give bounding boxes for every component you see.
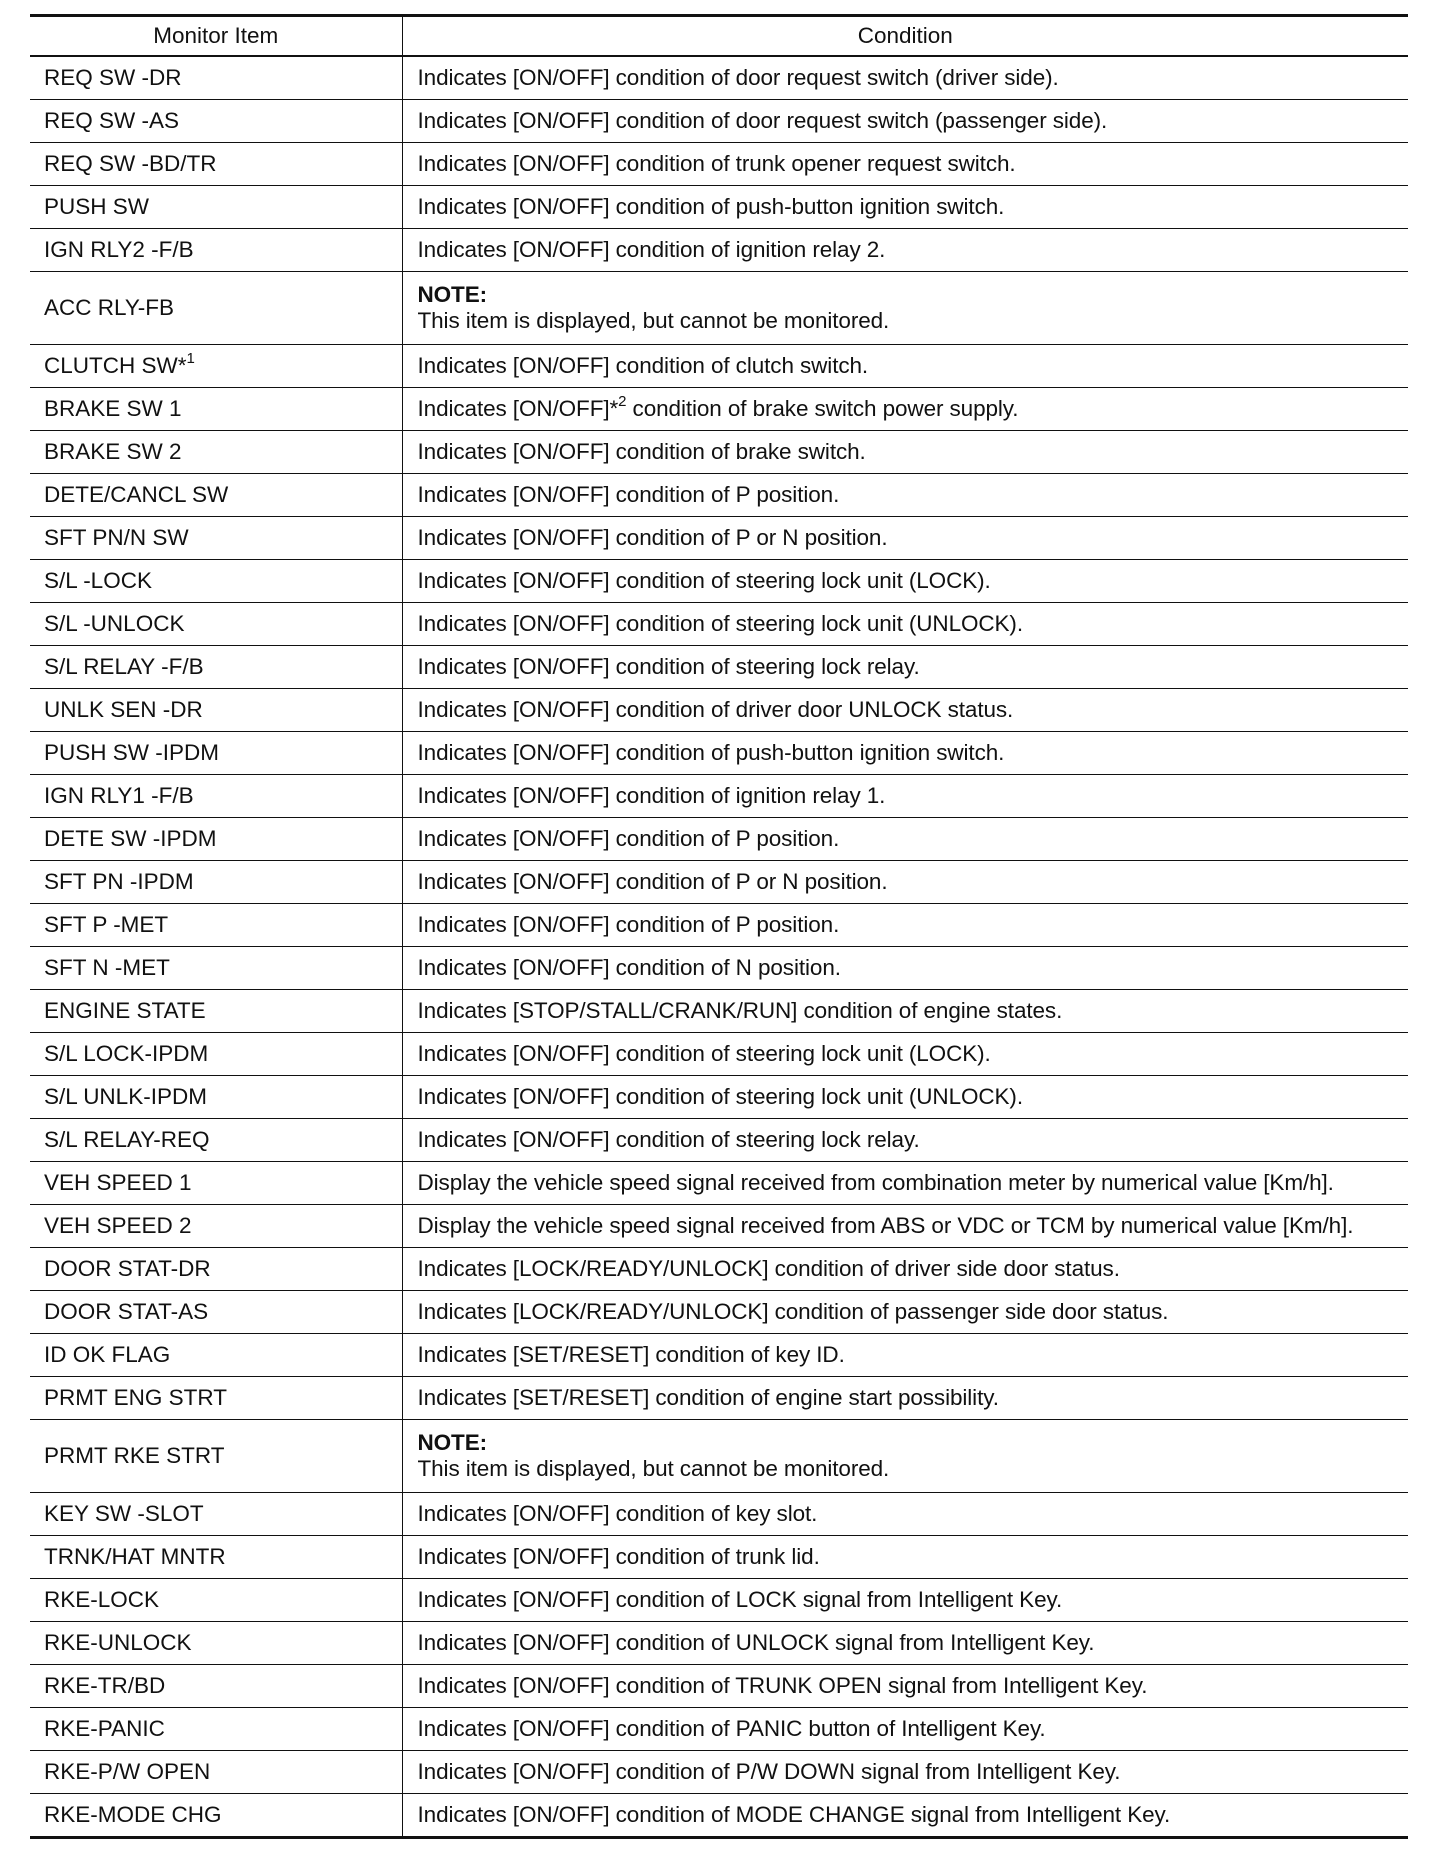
condition-text: Indicates [ON/OFF] condition of push-button ignition switch. bbox=[417, 194, 1005, 220]
table-row bbox=[30, 1622, 1408, 1665]
monitor-item-cell bbox=[30, 1708, 402, 1751]
monitor-item-cell bbox=[30, 1291, 402, 1334]
condition-text: Indicates [ON/OFF] condition of P or N position. bbox=[417, 869, 888, 895]
monitor-item-name: S/L RELAY-REQ bbox=[44, 1127, 210, 1153]
table-row bbox=[30, 1794, 1408, 1838]
condition-text: Indicates [ON/OFF] condition of P/W DOWN signal from Intelligent Key. bbox=[417, 1759, 1121, 1785]
monitor-item-cell bbox=[30, 947, 402, 990]
table-row bbox=[30, 272, 1408, 345]
monitor-item-cell bbox=[30, 1493, 402, 1536]
monitor-item-name: DOOR STAT-DR bbox=[44, 1256, 211, 1282]
monitor-item-cell bbox=[30, 1205, 402, 1248]
condition-text: condition of brake switch power supply. bbox=[626, 396, 1019, 422]
table-row bbox=[30, 474, 1408, 517]
condition-cell bbox=[402, 272, 1408, 345]
condition-text: Indicates [ON/OFF] condition of ignition relay 2. bbox=[417, 237, 886, 263]
table-row bbox=[30, 56, 1408, 100]
condition-text: Indicates [ON/OFF]* bbox=[417, 396, 619, 422]
monitor-item-cell bbox=[30, 56, 402, 100]
monitor-item-name: IGN RLY1 -F/B bbox=[44, 783, 194, 809]
monitor-item-name: ACC RLY-FB bbox=[44, 295, 175, 321]
monitor-item-name: PUSH SW bbox=[44, 194, 150, 220]
monitor-item-cell bbox=[30, 474, 402, 517]
table-row bbox=[30, 1493, 1408, 1536]
table-row bbox=[30, 1033, 1408, 1076]
table-row bbox=[30, 1205, 1408, 1248]
monitor-item-name: REQ SW -AS bbox=[44, 108, 180, 134]
monitor-item-cell bbox=[30, 143, 402, 186]
condition-text: Indicates [ON/OFF] condition of steering lock unit (LOCK). bbox=[417, 1041, 991, 1067]
condition-cell bbox=[402, 775, 1408, 818]
monitor-item-name: RKE-UNLOCK bbox=[44, 1630, 192, 1656]
table-row bbox=[30, 1076, 1408, 1119]
monitor-item-name: S/L -LOCK bbox=[44, 568, 152, 594]
condition-cell bbox=[402, 1665, 1408, 1708]
condition-text: Indicates [LOCK/READY/UNLOCK] condition of driver side door status. bbox=[417, 1256, 1120, 1282]
monitor-item-cell bbox=[30, 1794, 402, 1838]
monitor-item-name: VEH SPEED 2 bbox=[44, 1213, 192, 1239]
table-row bbox=[30, 388, 1408, 431]
table-row bbox=[30, 100, 1408, 143]
monitor-item-name: S/L RELAY -F/B bbox=[44, 654, 204, 680]
monitor-item-cell bbox=[30, 775, 402, 818]
monitor-item-name: SFT PN/N SW bbox=[44, 525, 189, 551]
table-row bbox=[30, 431, 1408, 474]
column-header-monitor-item: Monitor Item bbox=[30, 16, 402, 57]
condition-cell bbox=[402, 818, 1408, 861]
condition-cell bbox=[402, 1334, 1408, 1377]
condition-text: Indicates [ON/OFF] condition of brake switch. bbox=[417, 439, 866, 465]
table-row bbox=[30, 345, 1408, 388]
table-body bbox=[30, 56, 1408, 1838]
condition-text: Display the vehicle speed signal received from ABS or VDC or TCM by numerical value [Km/h]. bbox=[417, 1213, 1354, 1239]
monitor-item-name: DOOR STAT-AS bbox=[44, 1299, 209, 1325]
condition-cell bbox=[402, 904, 1408, 947]
condition-cell bbox=[402, 1708, 1408, 1751]
table-row bbox=[30, 1248, 1408, 1291]
monitor-item-cell bbox=[30, 1076, 402, 1119]
condition-cell bbox=[402, 100, 1408, 143]
condition-text: Indicates [ON/OFF] condition of UNLOCK signal from Intelligent Key. bbox=[417, 1630, 1095, 1656]
table-row bbox=[30, 689, 1408, 732]
monitor-item-name: ENGINE STATE bbox=[44, 998, 206, 1024]
monitor-item-name: UNLK SEN -DR bbox=[44, 697, 203, 723]
table-row bbox=[30, 1377, 1408, 1420]
monitor-item-name: SFT N -MET bbox=[44, 955, 170, 981]
condition-cell bbox=[402, 229, 1408, 272]
condition-cell bbox=[402, 947, 1408, 990]
condition-cell bbox=[402, 732, 1408, 775]
condition-cell bbox=[402, 1751, 1408, 1794]
monitor-item-cell bbox=[30, 345, 402, 388]
monitor-item-name: CLUTCH SW* bbox=[44, 353, 187, 379]
condition-cell bbox=[402, 1493, 1408, 1536]
monitor-item-name: VEH SPEED 1 bbox=[44, 1170, 192, 1196]
table-row bbox=[30, 775, 1408, 818]
condition-cell bbox=[402, 603, 1408, 646]
table-row bbox=[30, 1579, 1408, 1622]
monitor-item-cell bbox=[30, 1119, 402, 1162]
condition-cell bbox=[402, 1076, 1408, 1119]
table-row bbox=[30, 186, 1408, 229]
condition-cell bbox=[402, 143, 1408, 186]
table-row bbox=[30, 1751, 1408, 1794]
condition-text: Indicates [ON/OFF] condition of ignition relay 1. bbox=[417, 783, 886, 809]
footnote-marker: 1 bbox=[186, 349, 195, 367]
condition-text: Indicates [SET/RESET] condition of key ID. bbox=[417, 1342, 845, 1368]
monitor-item-name: IGN RLY2 -F/B bbox=[44, 237, 194, 263]
monitor-item-cell bbox=[30, 431, 402, 474]
condition-cell bbox=[402, 990, 1408, 1033]
monitor-item-name: S/L UNLK-IPDM bbox=[44, 1084, 207, 1110]
monitor-item-name: RKE-PANIC bbox=[44, 1716, 165, 1742]
monitor-item-name: RKE-LOCK bbox=[44, 1587, 160, 1613]
monitor-item-name: TRNK/HAT MNTR bbox=[44, 1544, 226, 1570]
monitor-item-name: S/L -UNLOCK bbox=[44, 611, 185, 637]
condition-cell bbox=[402, 1291, 1408, 1334]
monitor-item-cell bbox=[30, 904, 402, 947]
condition-text: Indicates [ON/OFF] condition of trunk lid. bbox=[417, 1544, 820, 1570]
monitor-item-name: RKE-TR/BD bbox=[44, 1673, 166, 1699]
table-row bbox=[30, 904, 1408, 947]
monitor-item-name: BRAKE SW 1 bbox=[44, 396, 182, 422]
monitor-item-cell bbox=[30, 1377, 402, 1420]
condition-cell bbox=[402, 474, 1408, 517]
monitor-item-name: PRMT ENG STRT bbox=[44, 1385, 227, 1411]
monitor-item-cell bbox=[30, 1248, 402, 1291]
condition-text: Indicates [ON/OFF] condition of door request switch (driver side). bbox=[417, 65, 1059, 91]
condition-cell bbox=[402, 517, 1408, 560]
condition-text: Indicates [ON/OFF] condition of steering lock relay. bbox=[417, 654, 920, 680]
column-header-condition: Condition bbox=[402, 16, 1408, 57]
monitor-item-name: RKE-P/W OPEN bbox=[44, 1759, 211, 1785]
condition-text: Indicates [ON/OFF] condition of steering lock relay. bbox=[417, 1127, 920, 1153]
monitor-item-cell bbox=[30, 1622, 402, 1665]
table-row bbox=[30, 603, 1408, 646]
table-row bbox=[30, 1291, 1408, 1334]
monitor-item-cell bbox=[30, 1162, 402, 1205]
table-row bbox=[30, 517, 1408, 560]
monitor-item-name: REQ SW -BD/TR bbox=[44, 151, 217, 177]
condition-text: Indicates [LOCK/READY/UNLOCK] condition of passenger side door status. bbox=[417, 1299, 1169, 1325]
table-row bbox=[30, 143, 1408, 186]
note-label: NOTE: bbox=[417, 282, 487, 308]
table-row bbox=[30, 818, 1408, 861]
condition-cell bbox=[402, 646, 1408, 689]
table-row bbox=[30, 947, 1408, 990]
monitor-item-document bbox=[30, 14, 1408, 1839]
condition-text: Indicates [ON/OFF] condition of PANIC button of Intelligent Key. bbox=[417, 1716, 1046, 1742]
monitor-item-cell bbox=[30, 1420, 402, 1493]
monitor-item-cell bbox=[30, 560, 402, 603]
monitor-item-cell bbox=[30, 603, 402, 646]
table-row bbox=[30, 1665, 1408, 1708]
monitor-item-cell bbox=[30, 272, 402, 345]
condition-cell bbox=[402, 345, 1408, 388]
table-row bbox=[30, 990, 1408, 1033]
monitor-item-name: S/L LOCK-IPDM bbox=[44, 1041, 209, 1067]
condition-cell bbox=[402, 431, 1408, 474]
condition-cell bbox=[402, 388, 1408, 431]
monitor-item-cell bbox=[30, 1751, 402, 1794]
condition-cell bbox=[402, 1579, 1408, 1622]
monitor-item-name: BRAKE SW 2 bbox=[44, 439, 182, 465]
condition-cell bbox=[402, 1205, 1408, 1248]
monitor-item-table bbox=[30, 14, 1408, 1839]
monitor-item-cell bbox=[30, 1579, 402, 1622]
table-row bbox=[30, 1536, 1408, 1579]
condition-cell bbox=[402, 689, 1408, 732]
condition-cell bbox=[402, 1794, 1408, 1838]
table-row bbox=[30, 1334, 1408, 1377]
monitor-item-name: DETE/CANCL SW bbox=[44, 482, 229, 508]
table-row bbox=[30, 1708, 1408, 1751]
monitor-item-cell bbox=[30, 186, 402, 229]
monitor-item-cell bbox=[30, 861, 402, 904]
condition-cell bbox=[402, 186, 1408, 229]
condition-text: Indicates [ON/OFF] condition of P or N position. bbox=[417, 525, 888, 551]
condition-text: Indicates [ON/OFF] condition of trunk opener request switch. bbox=[417, 151, 1016, 177]
condition-text: Indicates [ON/OFF] condition of key slot. bbox=[417, 1501, 818, 1527]
monitor-item-cell bbox=[30, 1665, 402, 1708]
condition-cell bbox=[402, 560, 1408, 603]
condition-text: Indicates [ON/OFF] condition of steering lock unit (UNLOCK). bbox=[417, 1084, 1023, 1110]
monitor-item-cell bbox=[30, 689, 402, 732]
condition-text: Indicates [ON/OFF] condition of steering lock unit (UNLOCK). bbox=[417, 611, 1023, 637]
table-row bbox=[30, 646, 1408, 689]
monitor-item-name: SFT P -MET bbox=[44, 912, 169, 938]
condition-text: Indicates [ON/OFF] condition of driver door UNLOCK status. bbox=[417, 697, 1014, 723]
table-row bbox=[30, 560, 1408, 603]
note-text: This item is displayed, but cannot be monitored. bbox=[417, 1456, 890, 1481]
monitor-item-cell bbox=[30, 1536, 402, 1579]
condition-text: Display the vehicle speed signal received from combination meter by numerical value [Km/h]. bbox=[417, 1170, 1334, 1196]
condition-cell bbox=[402, 1119, 1408, 1162]
monitor-item-cell bbox=[30, 388, 402, 431]
condition-text: Indicates [ON/OFF] condition of N position. bbox=[417, 955, 841, 981]
table-row bbox=[30, 861, 1408, 904]
table-row bbox=[30, 1162, 1408, 1205]
monitor-item-cell bbox=[30, 1334, 402, 1377]
monitor-item-cell bbox=[30, 1033, 402, 1076]
condition-text: Indicates [ON/OFF] condition of push-button ignition switch. bbox=[417, 740, 1005, 766]
monitor-item-cell bbox=[30, 646, 402, 689]
condition-text: Indicates [STOP/STALL/CRANK/RUN] condition of engine states. bbox=[417, 998, 1063, 1024]
monitor-item-name: RKE-MODE CHG bbox=[44, 1802, 222, 1828]
condition-text: Indicates [ON/OFF] condition of clutch switch. bbox=[417, 353, 869, 379]
condition-text: Indicates [ON/OFF] condition of TRUNK OPEN signal from Intelligent Key. bbox=[417, 1673, 1148, 1699]
monitor-item-name: DETE SW -IPDM bbox=[44, 826, 217, 852]
condition-text: Indicates [ON/OFF] condition of MODE CHANGE signal from Intelligent Key. bbox=[417, 1802, 1171, 1828]
monitor-item-name: ID OK FLAG bbox=[44, 1342, 171, 1368]
condition-text: Indicates [ON/OFF] condition of P position. bbox=[417, 826, 840, 852]
monitor-item-name: KEY SW -SLOT bbox=[44, 1501, 204, 1527]
monitor-item-cell bbox=[30, 100, 402, 143]
condition-cell bbox=[402, 1162, 1408, 1205]
condition-cell bbox=[402, 56, 1408, 100]
condition-cell bbox=[402, 1622, 1408, 1665]
condition-cell bbox=[402, 1248, 1408, 1291]
condition-cell bbox=[402, 1536, 1408, 1579]
condition-text: Indicates [SET/RESET] condition of engine start possibility. bbox=[417, 1385, 999, 1411]
condition-text: Indicates [ON/OFF] condition of P position. bbox=[417, 482, 840, 508]
condition-cell bbox=[402, 861, 1408, 904]
monitor-item-cell bbox=[30, 517, 402, 560]
table-row bbox=[30, 1420, 1408, 1493]
monitor-item-cell bbox=[30, 732, 402, 775]
table-header-row bbox=[30, 16, 1408, 57]
monitor-item-cell bbox=[30, 229, 402, 272]
condition-text: Indicates [ON/OFF] condition of LOCK signal from Intelligent Key. bbox=[417, 1587, 1063, 1613]
condition-text: Indicates [ON/OFF] condition of door request switch (passenger side). bbox=[417, 108, 1108, 134]
condition-cell bbox=[402, 1420, 1408, 1493]
note-text: This item is displayed, but cannot be monitored. bbox=[417, 308, 890, 333]
monitor-item-name: PUSH SW -IPDM bbox=[44, 740, 220, 766]
monitor-item-name: PRMT RKE STRT bbox=[44, 1443, 225, 1469]
note-label: NOTE: bbox=[417, 1430, 487, 1456]
condition-text: Indicates [ON/OFF] condition of steering lock unit (LOCK). bbox=[417, 568, 991, 594]
table-row bbox=[30, 732, 1408, 775]
condition-text: Indicates [ON/OFF] condition of P position. bbox=[417, 912, 840, 938]
table-row bbox=[30, 229, 1408, 272]
table-row bbox=[30, 1119, 1408, 1162]
monitor-item-name: REQ SW -DR bbox=[44, 65, 182, 91]
monitor-item-cell bbox=[30, 990, 402, 1033]
monitor-item-cell bbox=[30, 818, 402, 861]
condition-cell bbox=[402, 1377, 1408, 1420]
footnote-marker: 2 bbox=[618, 392, 627, 410]
monitor-item-name: SFT PN -IPDM bbox=[44, 869, 194, 895]
condition-cell bbox=[402, 1033, 1408, 1076]
